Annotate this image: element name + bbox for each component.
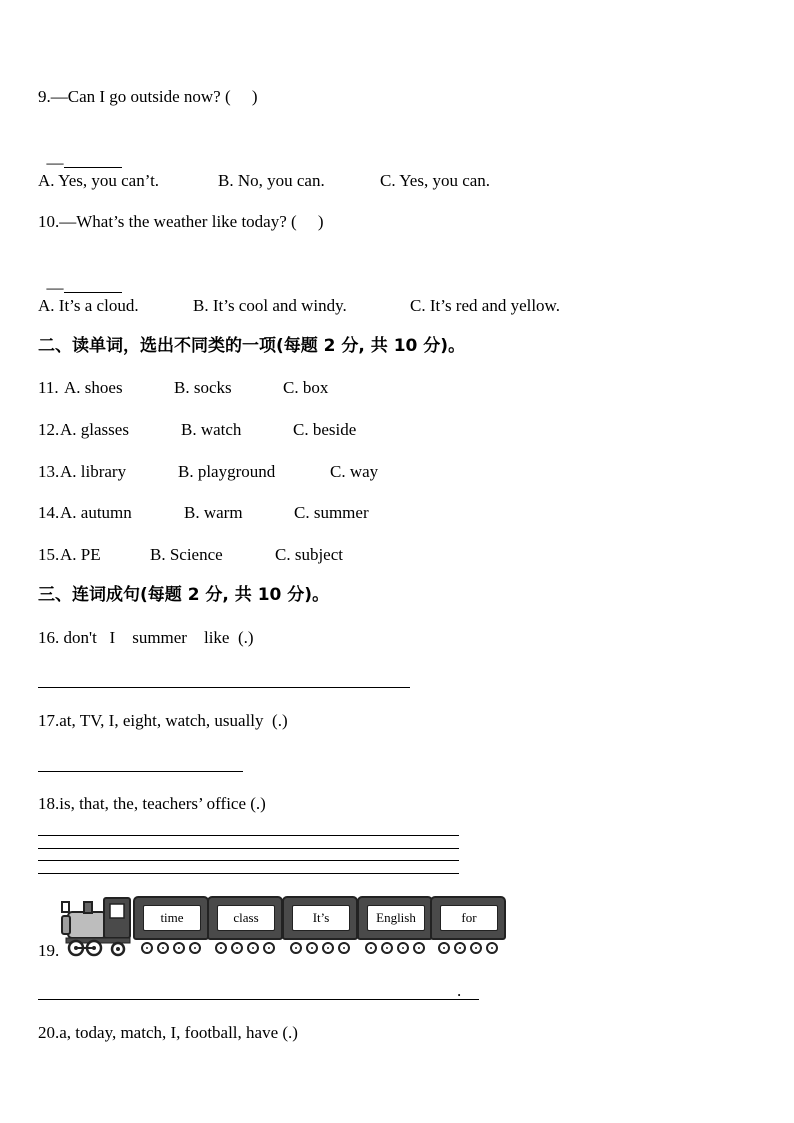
wheel-icon — [231, 942, 243, 954]
q10-answer-blank[interactable] — [64, 278, 122, 293]
q18-prompt: 18.is, that, the, teachers’ office (.) — [38, 794, 266, 813]
q18-answer-line-2[interactable] — [38, 848, 459, 849]
q9-option-a[interactable]: A. Yes, you can’t. — [38, 171, 160, 190]
q10-answer-line — [38, 255, 122, 299]
q11-row — [38, 377, 738, 399]
wheel-icon — [215, 942, 227, 954]
q10-option-b[interactable]: B. It’s cool and windy. — [193, 296, 347, 315]
q14-row — [38, 502, 738, 524]
train-car-3-wheels — [284, 942, 356, 956]
wheel-icon — [470, 942, 482, 954]
wheel-icon — [413, 942, 425, 954]
train-car-5-wheels — [432, 942, 504, 956]
train-word-4: English — [367, 905, 425, 931]
train-car-4-wheels — [359, 942, 431, 956]
q15-option-a[interactable]: A. PE — [60, 545, 101, 564]
q11-number: 11. — [38, 378, 59, 397]
q20-prompt: 20.a, today, match, I, football, have (.) — [38, 1023, 298, 1042]
q9-options — [38, 170, 738, 192]
wheel-icon — [381, 942, 393, 954]
q12-option-c[interactable]: C. beside — [293, 420, 357, 439]
q10-answer-dash: — — [46, 278, 64, 297]
q11-option-b[interactable]: B. socks — [174, 378, 232, 397]
q19-answer-line[interactable] — [38, 999, 479, 1000]
wheel-icon — [157, 942, 169, 954]
q12-row — [38, 419, 738, 441]
q15-option-c[interactable]: C. subject — [275, 545, 343, 564]
wheel-icon — [189, 942, 201, 954]
train-car-2 — [207, 896, 283, 940]
q19-number: 19. — [38, 941, 60, 960]
q9-answer-dash: — — [46, 153, 64, 172]
q10-question: 10.—What’s the weather like today? ( ) — [38, 212, 324, 231]
train-car-5 — [430, 896, 506, 940]
wheel-icon — [263, 942, 275, 954]
q12-number: 12. — [38, 420, 60, 439]
q17-answer-line[interactable] — [38, 771, 243, 772]
q15-option-b[interactable]: B. Science — [150, 545, 223, 564]
q13-option-c[interactable]: C. way — [330, 462, 379, 481]
train-word-1: time — [143, 905, 201, 931]
locomotive-icon — [60, 894, 134, 958]
q12-option-a[interactable]: A. glasses — [60, 420, 129, 439]
train-car-3 — [282, 896, 358, 940]
train-word-5: for — [440, 905, 498, 931]
wheel-icon — [486, 942, 498, 954]
train-car-1-wheels — [135, 942, 207, 956]
q14-option-a[interactable]: A. autumn — [60, 503, 132, 522]
wheel-icon — [306, 942, 318, 954]
q11-option-c[interactable]: C. box — [283, 378, 329, 397]
q9-option-b[interactable]: B. No, you can. — [218, 171, 325, 190]
q10-option-c[interactable]: C. It’s red and yellow. — [410, 296, 560, 315]
wheel-icon — [290, 942, 302, 954]
section2-heading: 二、读单词，选出不同类的一项(每题 2 分, 共 10 分)。 — [38, 336, 466, 356]
q15-number: 15. — [38, 545, 60, 564]
q18-answer-line-3[interactable] — [38, 860, 459, 861]
q19-period: . — [457, 981, 462, 1000]
train-word-3: It’s — [292, 905, 350, 931]
train-car-1 — [133, 896, 209, 940]
q9-option-c[interactable]: C. Yes, you can. — [380, 171, 491, 190]
q18-answer-line-4[interactable] — [38, 873, 459, 874]
q13-number: 13. — [38, 462, 60, 481]
section3-heading: 三、连词成句(每题 2 分, 共 10 分)。 — [38, 585, 330, 605]
train-word-2: class — [217, 905, 275, 931]
wheel-icon — [141, 942, 153, 954]
wheel-icon — [454, 942, 466, 954]
q9-question: 9.—Can I go outside now? ( ) — [38, 87, 258, 106]
q10-options — [38, 295, 738, 317]
wheel-icon — [322, 942, 334, 954]
q11-option-a[interactable]: A. shoes — [64, 378, 123, 397]
q14-option-b[interactable]: B. warm — [184, 503, 243, 522]
q12-option-b[interactable]: B. watch — [181, 420, 242, 439]
train-car-2-wheels — [209, 942, 281, 956]
q13-option-b[interactable]: B. playground — [178, 462, 276, 481]
q16-prompt: 16. don't I summer like (.) — [38, 628, 254, 647]
q13-row — [38, 461, 738, 483]
q10-option-a[interactable]: A. It’s a cloud. — [38, 296, 139, 315]
wheel-icon — [173, 942, 185, 954]
q15-row — [38, 544, 738, 566]
q14-number: 14. — [38, 503, 60, 522]
wheel-icon — [247, 942, 259, 954]
q16-answer-line[interactable] — [38, 687, 410, 688]
q13-option-a[interactable]: A. library — [60, 462, 127, 481]
q14-option-c[interactable]: C. summer — [294, 503, 369, 522]
wheel-icon — [438, 942, 450, 954]
wheel-icon — [365, 942, 377, 954]
q17-prompt: 17.at, TV, I, eight, watch, usually (.) — [38, 711, 288, 730]
wheel-icon — [338, 942, 350, 954]
q9-answer-line — [38, 130, 122, 174]
q18-answer-line-1[interactable] — [38, 835, 459, 836]
q9-answer-blank[interactable] — [64, 153, 122, 168]
train-car-4 — [357, 896, 433, 940]
wheel-icon — [397, 942, 409, 954]
